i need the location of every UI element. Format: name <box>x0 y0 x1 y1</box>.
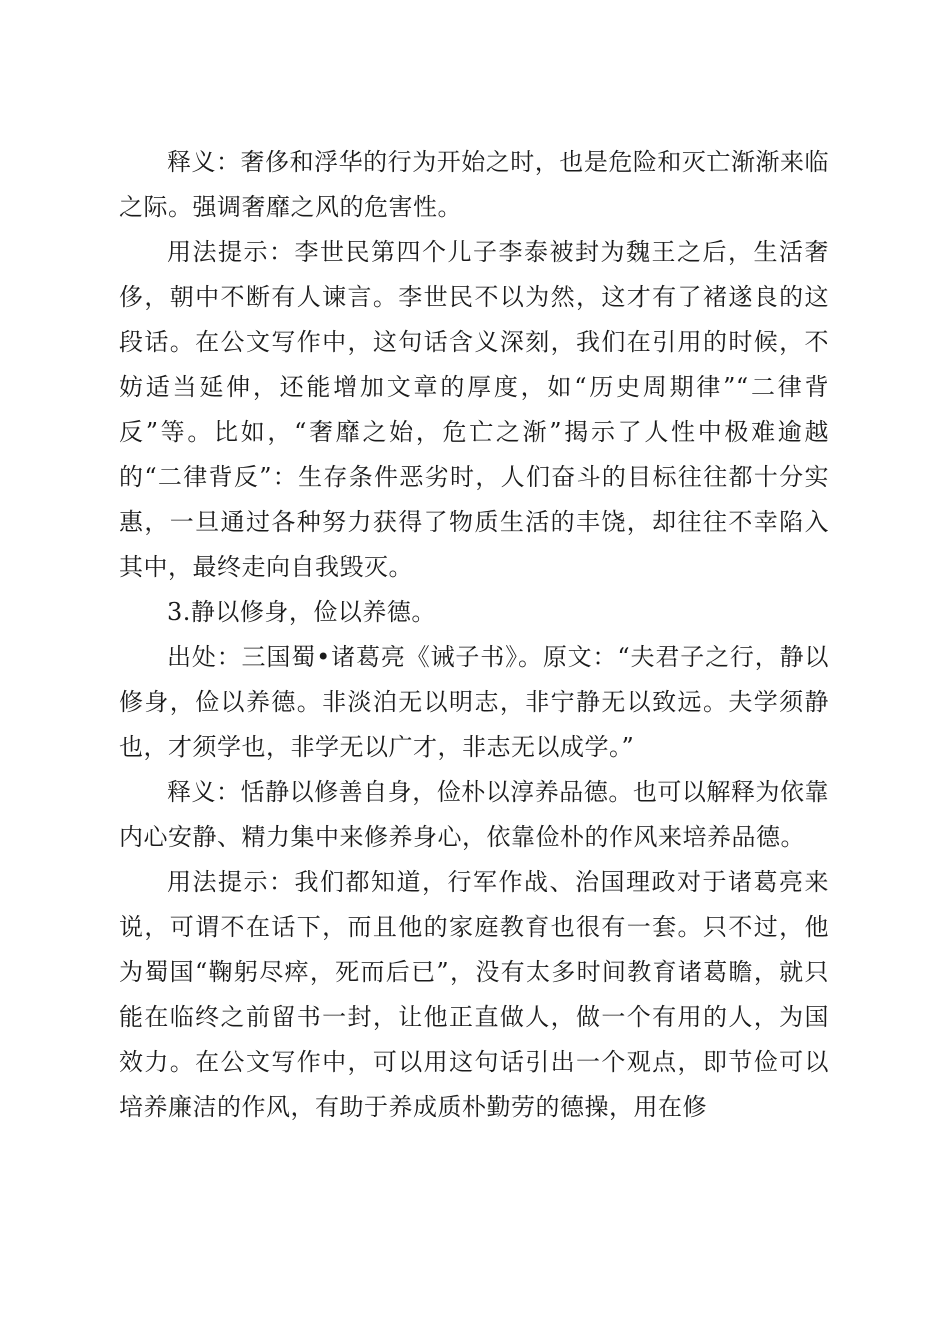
paragraph-definition-2: 释义：恬静以修善自身，俭朴以淳养品德。也可以解释为依靠内心安静、精力集中来修养身心，依靠俭朴的作风来培养品德。 <box>119 778 829 851</box>
paragraph-usage-tip-1: 用法提示：李世民第四个儿子李泰被封为魏王之后，生活奢侈，朝中不断有人谏言。李世民不以为然，这才有了褚遂良的这段话。在公文写作中，这句话含义深刻，我们在引用的时候，不妨适当延伸，还能增加文章的厚度，如“历史周期律”“二律背反”等。比如，“奢靡之始，危亡之渐”揭示了人性中极难逾越的“二律背反”：生存条件恶劣时，人们奋斗的目标往往都十分实惠，一旦通过各种努力获得了物质生活的丰饶，却往往不幸陷入其中，最终走向自我毁灭。 <box>119 238 829 581</box>
paragraph-definition-1: 释义：奢侈和浮华的行为开始之时，也是危险和灭亡渐渐来临之际。强调奢靡之风的危害性。 <box>119 148 829 221</box>
paragraph-heading-3: 3.静以修身，俭以养德。 <box>167 598 436 626</box>
paragraph-usage-tip-2: 用法提示：我们都知道，行军作战、治国理政对于诸葛亮来说，可谓不在话下，而且他的家庭教育也很有一套。只不过，他为蜀国“鞠躬尽瘁，死而后已”，没有太多时间教育诸葛瞻，就只能在临终之前留书一封，让他正直做人，做一个有用的人，为国效力。在公文写作中，可以用这句话引出一个观点，即节俭可以培养廉洁的作风，有助于养成质朴勤劳的德操，用在修 <box>119 868 829 1121</box>
document-page <box>119 140 829 1130</box>
paragraph-source: 出处：三国蜀•诸葛亮《诫子书》。原文：“夫君子之行，静以修身，俭以养德。非淡泊无以明志，非宁静无以致远。夫学须静也，才须学也，非学无以广才，非志无以成学。” <box>119 643 829 761</box>
